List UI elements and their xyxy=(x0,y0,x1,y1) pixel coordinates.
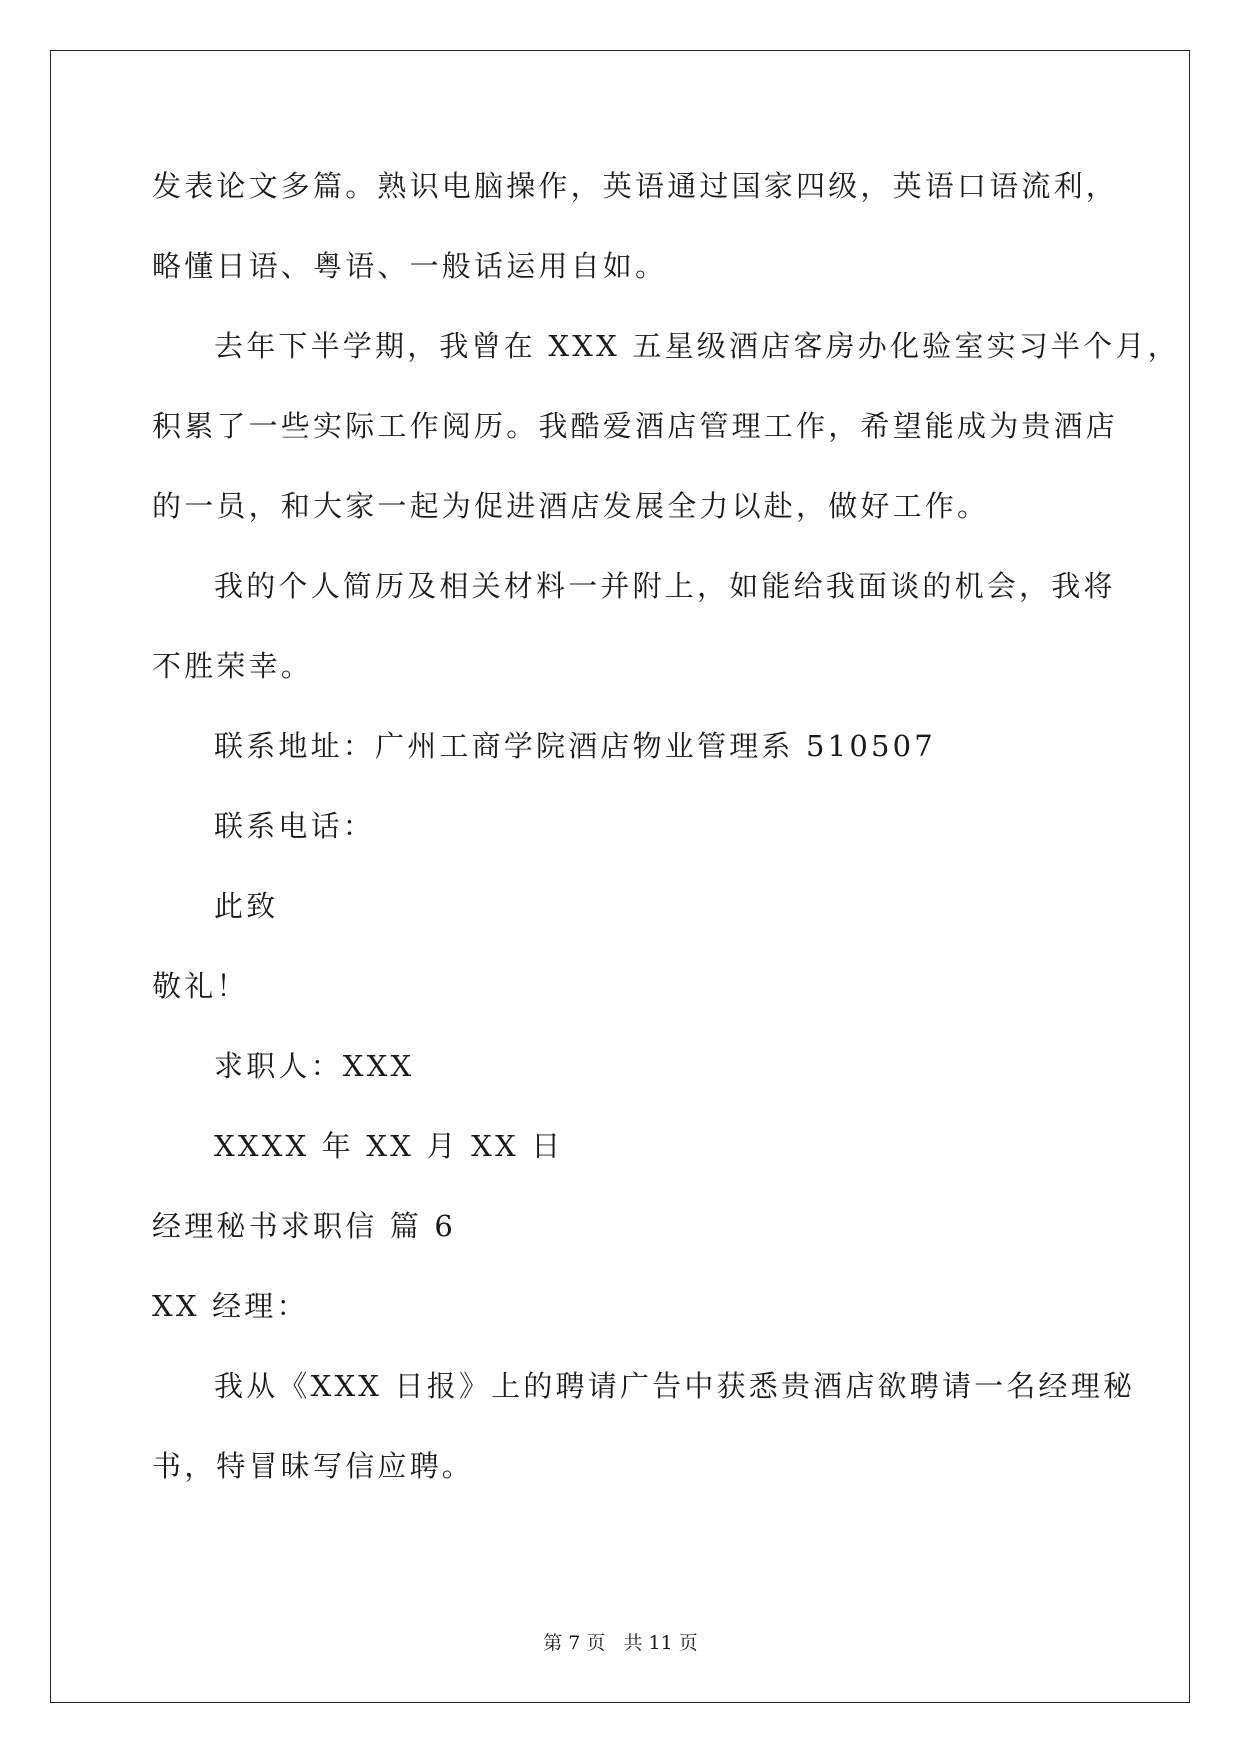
paragraph-line: 略懂日语、粤语、一般话运用自如。 xyxy=(152,249,668,283)
paragraph-line: 不胜荣幸。 xyxy=(152,649,314,683)
paragraph-line: 我从《XXX 日报》上的聘请广告中获悉贵酒店欲聘请一名经理秘 xyxy=(214,1369,1136,1403)
page-number-footer: 第 7 页 共 11 页 xyxy=(543,1632,698,1654)
closing-regards: 敬礼！ xyxy=(152,969,249,1003)
paragraph-line: 去年下半学期，我曾在 XXX 五星级酒店客房办化验室实习半个月， xyxy=(214,329,1180,363)
contact-address: 联系地址：广州工商学院酒店物业管理系 510507 xyxy=(214,729,936,763)
closing-salutation: 此致 xyxy=(214,889,279,923)
section-heading: 经理秘书求职信 篇 6 xyxy=(152,1209,457,1243)
paragraph-line: 我的个人简历及相关材料一并附上，如能给我面谈的机会，我将 xyxy=(214,569,1116,603)
paragraph-line: 发表论文多篇。熟识电脑操作，英语通过国家四级，英语口语流利， xyxy=(152,169,1119,203)
contact-phone: 联系电话： xyxy=(214,809,376,843)
signature-applicant: 求职人：XXX xyxy=(214,1049,415,1083)
paragraph-line: 的一员，和大家一起为促进酒店发展全力以赴，做好工作。 xyxy=(152,489,990,523)
letter-greeting: XX 经理： xyxy=(152,1289,309,1323)
paragraph-line: 书，特冒昧写信应聘。 xyxy=(152,1449,475,1483)
signature-date: XXXX 年 XX 月 XX 日 xyxy=(214,1129,564,1163)
paragraph-line: 积累了一些实际工作阅历。我酷爱酒店管理工作，希望能成为贵酒店 xyxy=(152,409,1119,443)
